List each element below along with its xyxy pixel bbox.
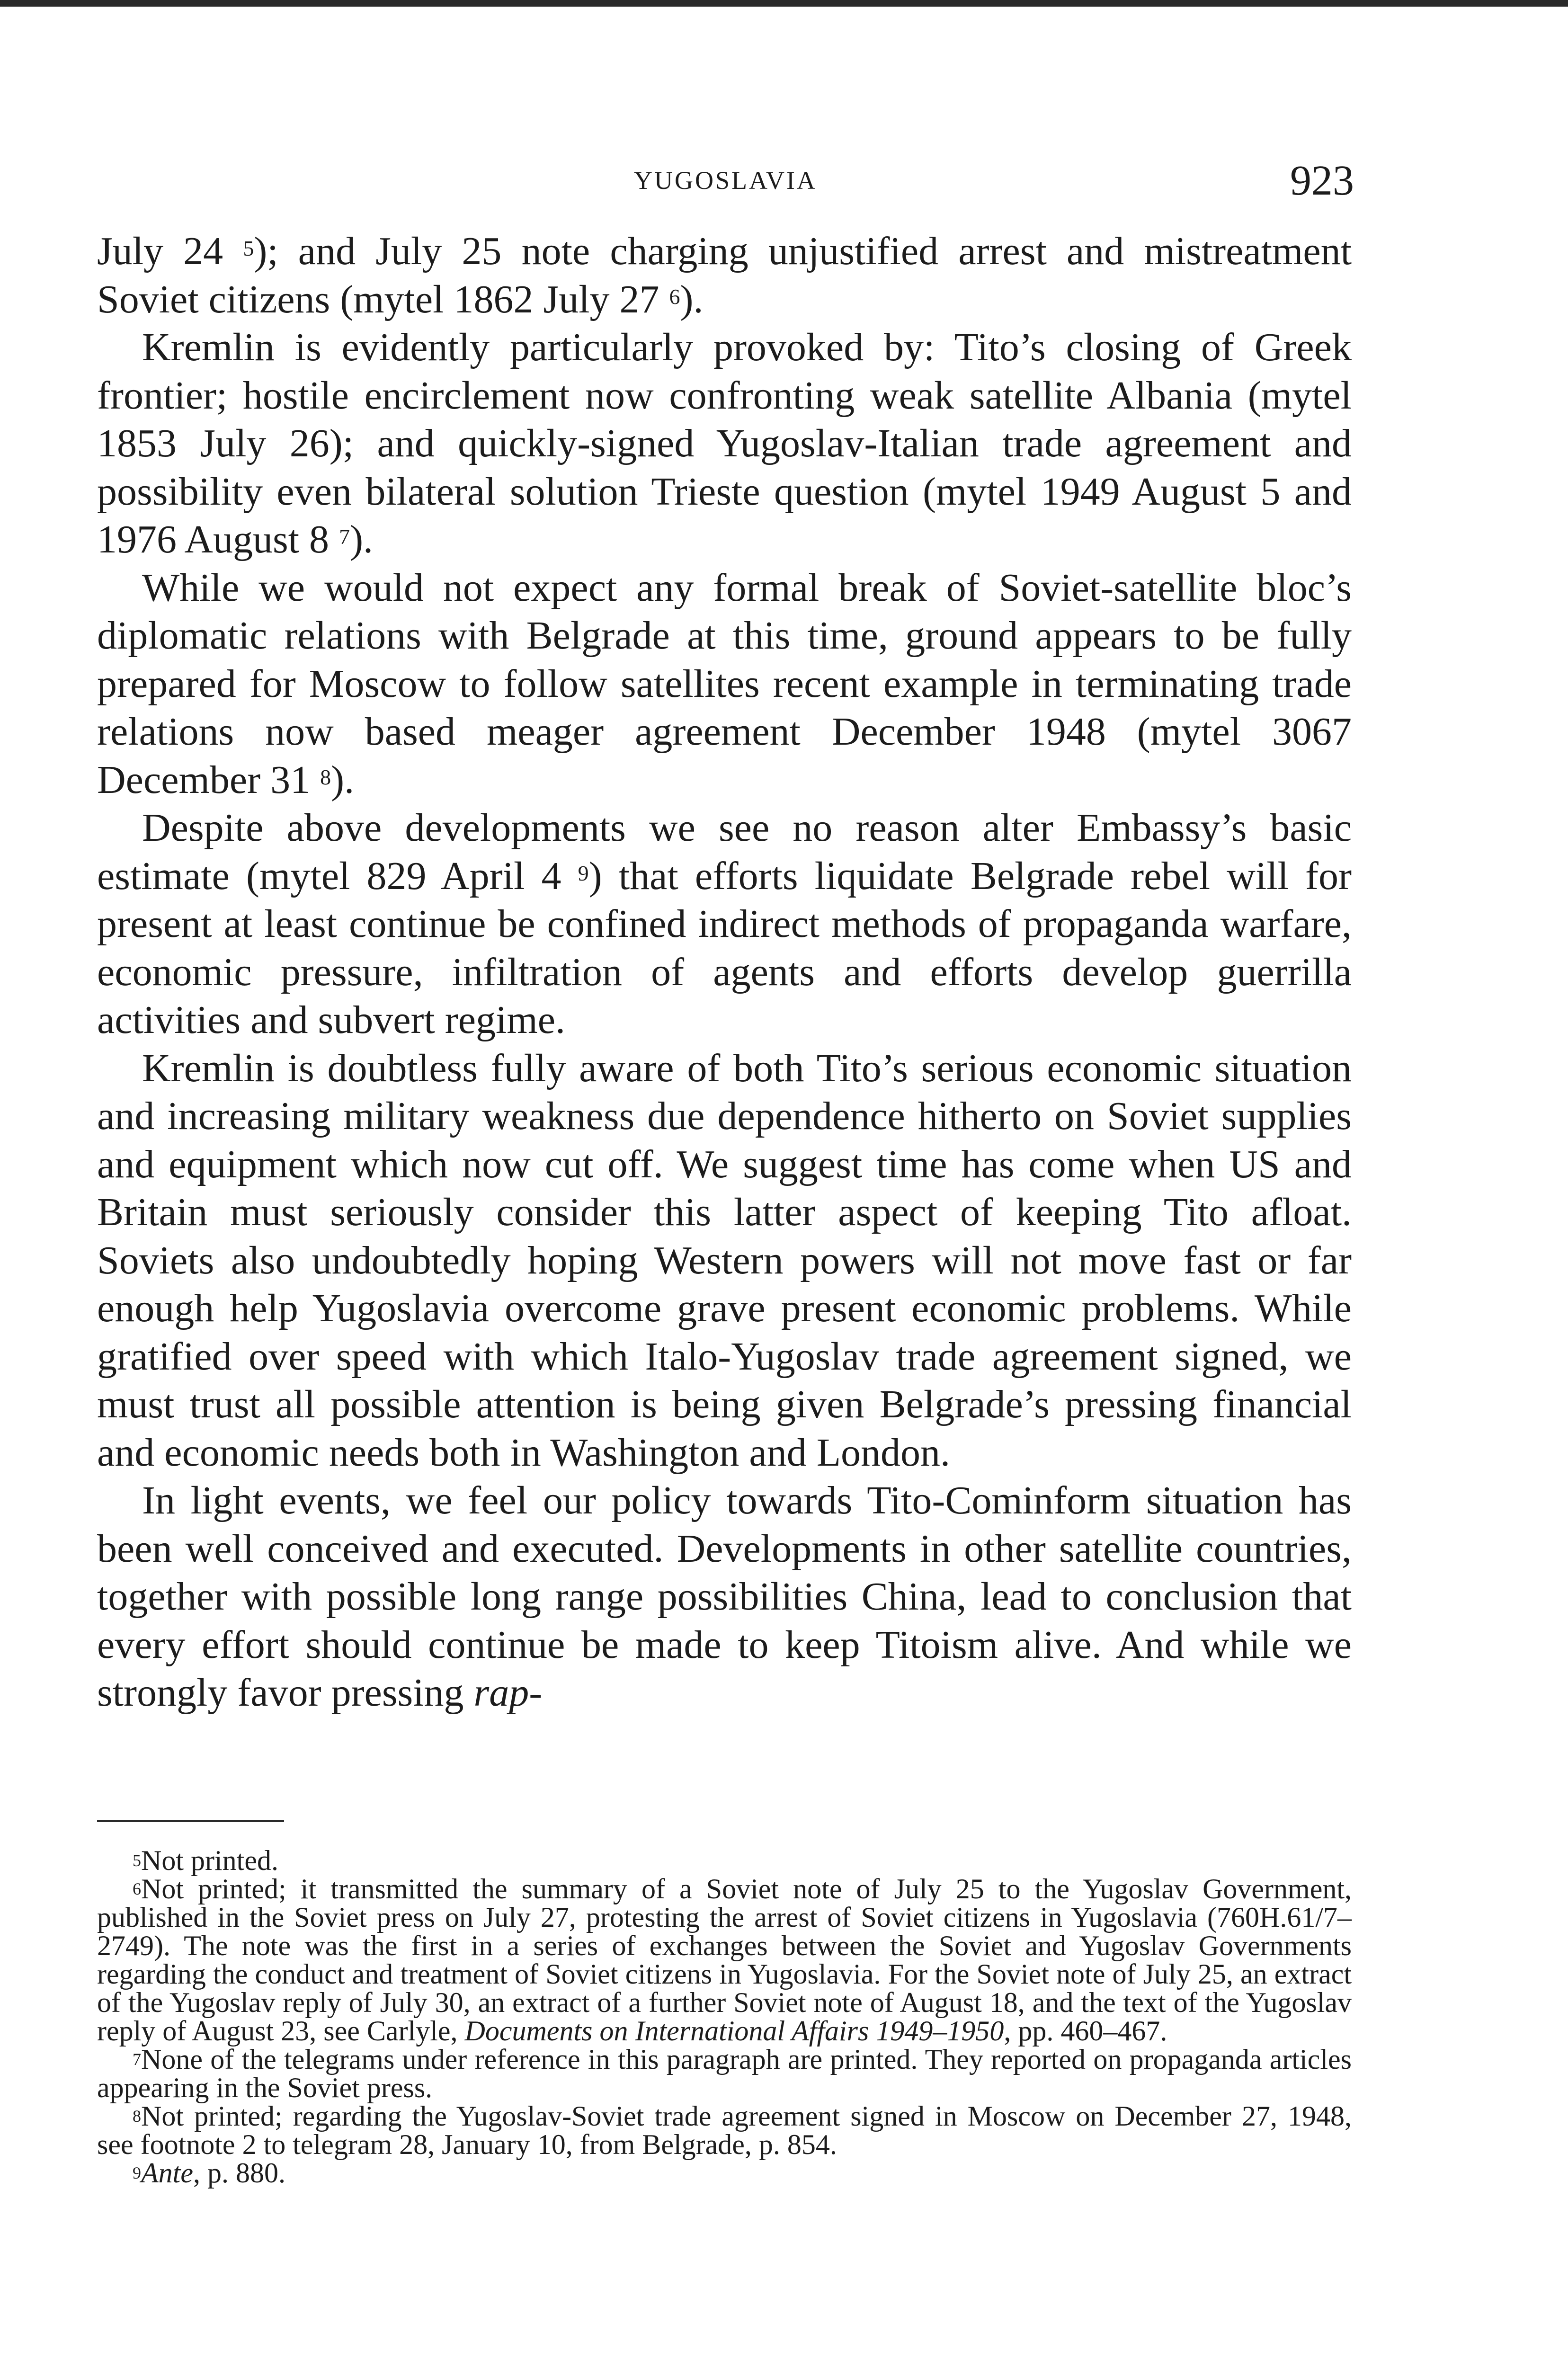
footnote-divider (97, 1820, 284, 1822)
body-text (97, 227, 1352, 1717)
footnote-marker: 9 (133, 2163, 141, 2182)
footnote-marker: 7 (133, 2050, 141, 2069)
footnote-8: $^8$Not printed; regarding the Yugoslav-Soviet trade agreement signed in Moscow on December 27, 1948, see footnote 2 to telegram 28, January 10, from Belgrade, p. 854. (97, 2100, 1352, 2160)
page-number: 923 (1290, 157, 1354, 204)
publication-title: Documents on International Affairs 1949–1950 (464, 2015, 1004, 2047)
running-head: YUGOSLAVIA (633, 166, 818, 195)
footnotes (97, 1846, 1352, 2187)
paragraph-6: In light events, we feel our policy towards Tito-Cominform situation has been well conceived and executed. Developments in other satellite countries, together with possible long range possibilities China, lead to conclusion that every effort should continue be made to keep Titoism alive. And while we strongly favor pressing rap- (97, 1478, 1352, 1715)
footnote-ref-8: 8 (320, 765, 331, 789)
footnote-6: $^6$Not printed; it transmitted the summary of a Soviet note of July 25 to the Yugoslav Government, published in the Soviet press on July 27, protesting the arrest of Soviet citizens in Yugoslavia (760H.61/7–2749). The note was the first in a series of exchanges between the Soviet and Yugoslav Governments regarding the conduct and treatment of Soviet citizens in Yugoslavia. For the Soviet note of July 25, an extract of the Yugoslav reply of July 30, an extract of a further Soviet note of August 18, and the text of the Yugoslav reply of August 23, see Carlyle, Documents on International Affairs 1949–1950, pp. 460–467. (97, 1873, 1352, 2047)
footnote-marker: 8 (133, 2107, 141, 2126)
footnote-5: $^5$Not printed. (133, 1845, 278, 1876)
paragraph-5: Kremlin is doubtless fully aware of both Tito’s serious economic situation and increasing military weakness due dependence hitherto on Soviet supplies and equipment which now cut off. We suggest time has come when US and Britain must seriously consider this latter aspect of keeping Tito afloat. Soviets also undoubtedly hoping Western powers will not move fast or far enough help Yugoslavia overcome grave present economic problems. While gratified over speed with which Italo-Yugoslav trade agreement signed, we must trust all possible attention is being given Belgrade’s pressing financial and economic needs both in Washington and London. (97, 1046, 1352, 1475)
footnote-7: $^7$None of the telegrams under reference in this paragraph are printed. They reported on propaganda articles appearing in the Soviet press. (97, 2044, 1352, 2103)
paragraph-4: Despite above developments we see no reason alter Embassy’s basic estimate (mytel 829 April 4 $^9$) that efforts liquidate Belgrade rebel will for present at least continue be confined indirect methods of propaganda warfare, economic pressure, infiltration of agents and efforts develop guerrilla activities and subvert regime. (97, 806, 1352, 1042)
footnote-marker: 6 (133, 1879, 141, 1898)
footnote-ref-9: 9 (578, 861, 589, 885)
footnote-marker: 5 (133, 1851, 141, 1870)
paragraph-2: Kremlin is evidently particularly provoked by: Tito’s closing of Greek frontier; hostile encirclement now confronting weak satellite Albania (mytel 1853 July 26); and quickly-signed Yugoslav-Italian trade agreement and possibility even bilateral solution Trieste question (mytel 1949 August 5 and 1976 August 8 $^7$). (97, 325, 1352, 561)
page-top-edge (0, 0, 1568, 7)
footnote-ref-6: 6 (669, 284, 680, 309)
paragraph-1: July 24 $^5$); and July 25 note charging unjustified arrest and mistreatment Soviet citizens (mytel 1862 July 27 $^6$). (97, 229, 1352, 321)
footnote-ref-5: 5 (243, 236, 254, 260)
page-header (97, 156, 1354, 213)
footnote-ref-7: 7 (339, 525, 350, 549)
footnote-9: $^9$Ante, p. 880. (133, 2157, 285, 2189)
paragraph-3: While we would not expect any formal break of Soviet-satellite bloc’s diplomatic relations with Belgrade at this time, ground appears to be fully prepared for Moscow to follow satellites recent example in terminating trade relations now based meager agreement December 1948 (mytel 3067 December 31 $^8$). (97, 565, 1352, 802)
